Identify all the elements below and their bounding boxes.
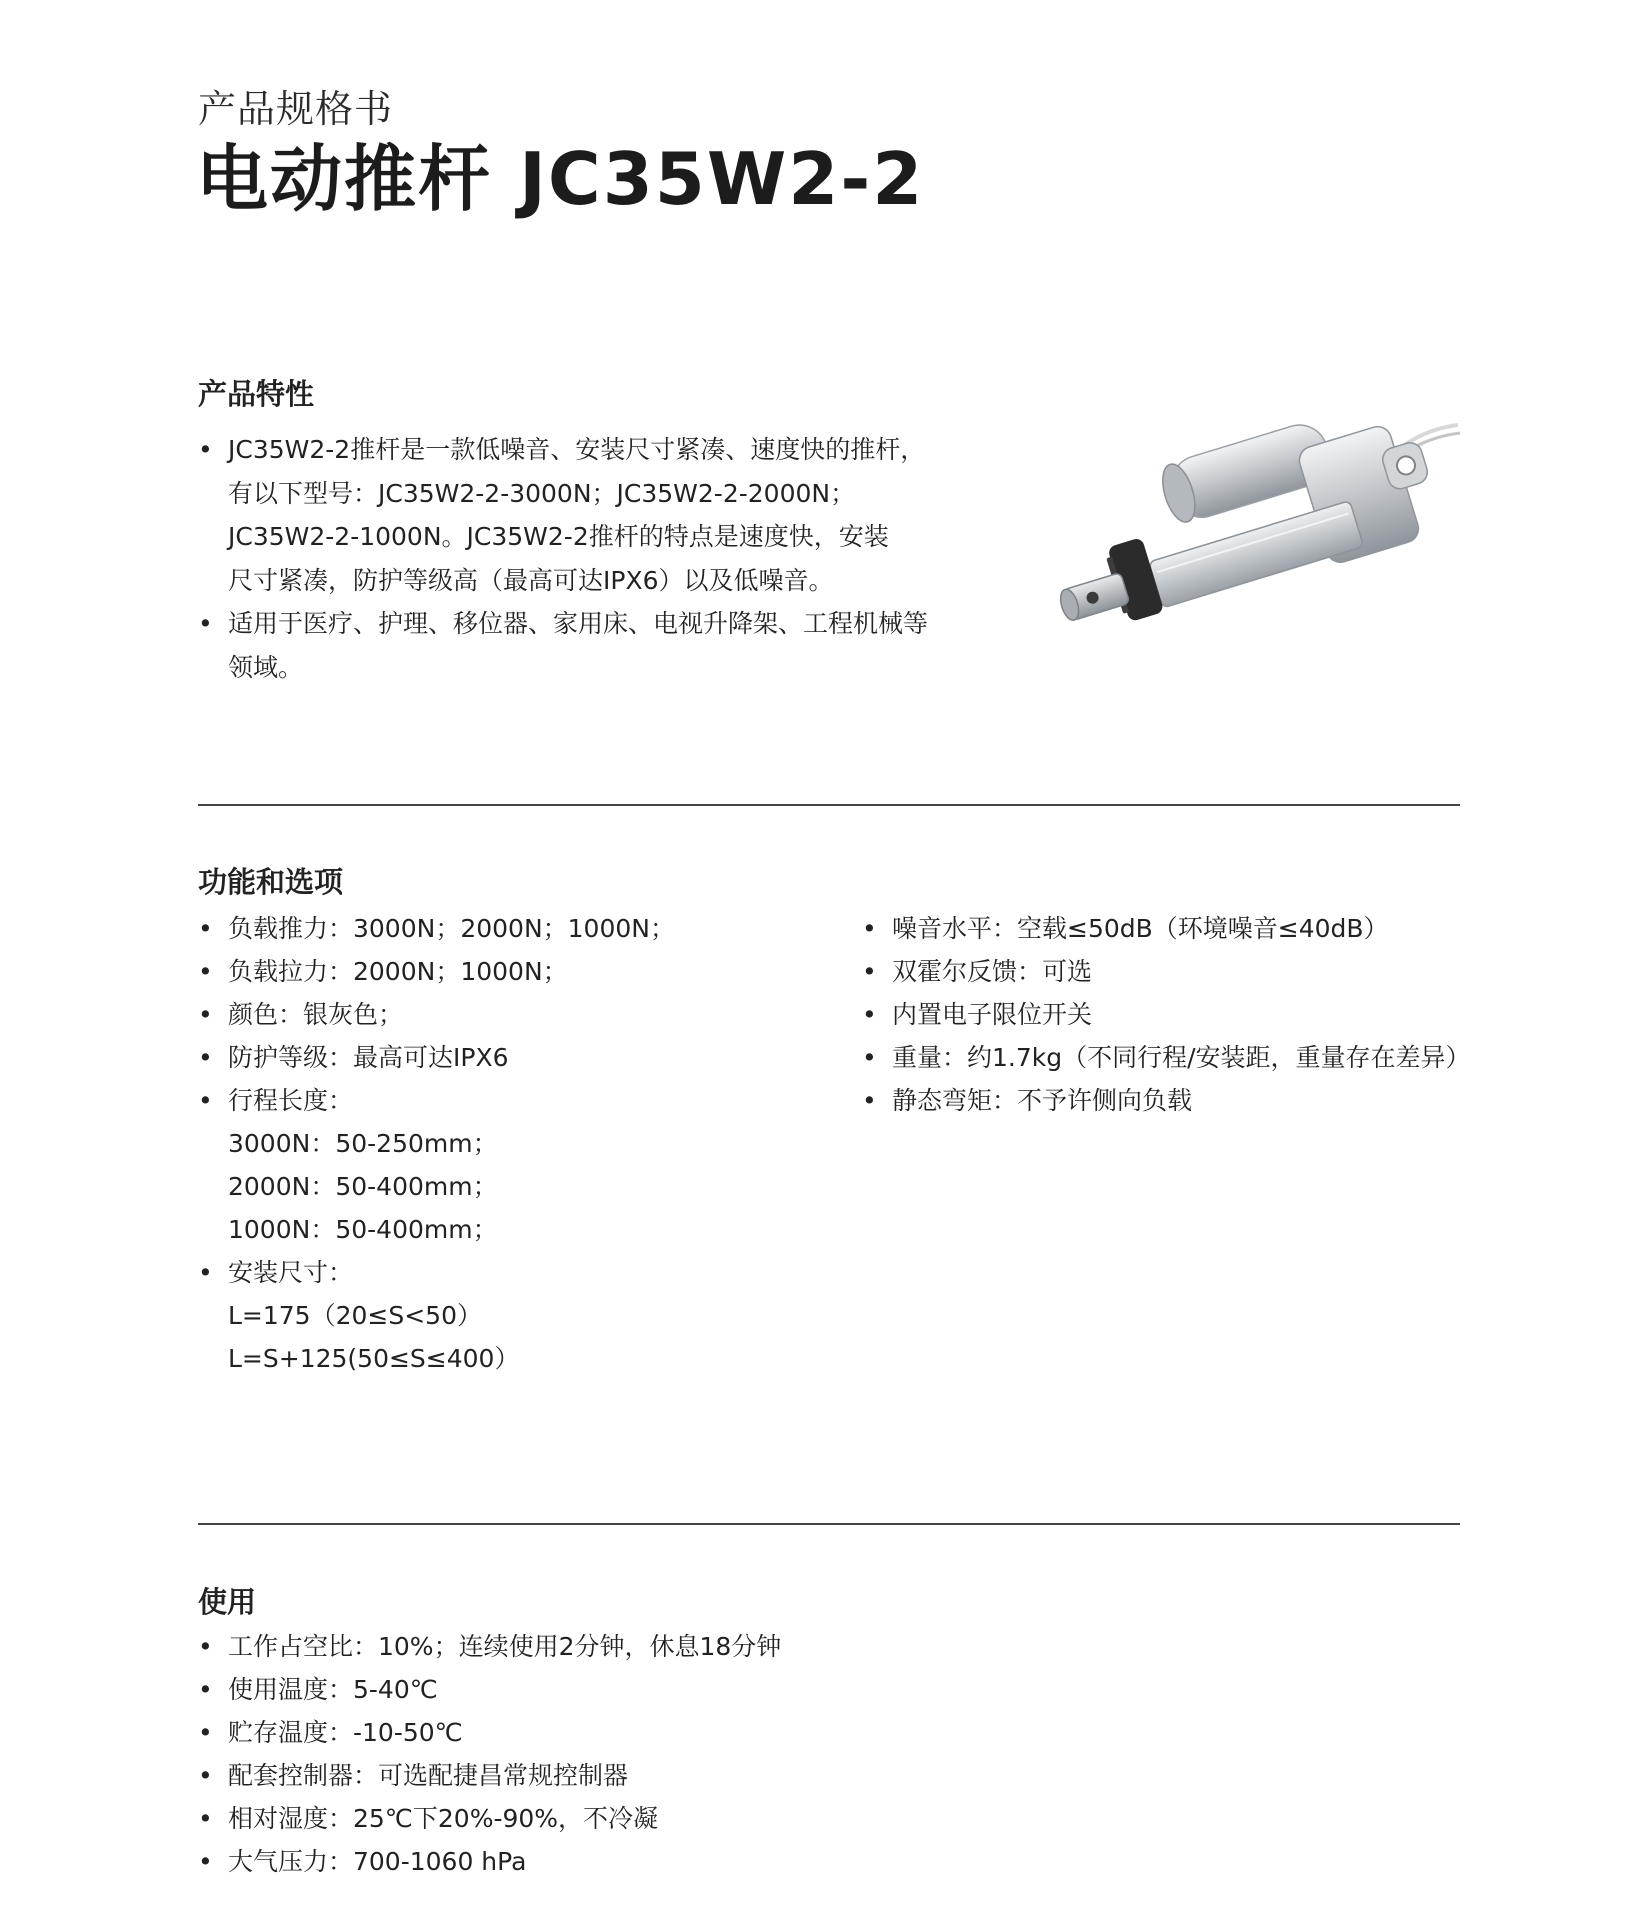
list-item-line: L=175（20≤S<50） bbox=[228, 1301, 482, 1330]
list-item bbox=[198, 907, 818, 950]
list-item bbox=[198, 1711, 1098, 1754]
list-item bbox=[198, 1840, 1098, 1883]
list-item bbox=[198, 950, 818, 993]
list-item-line: • 防护等级：最高可达IPX6 bbox=[228, 1043, 509, 1072]
list-item bbox=[862, 993, 1562, 1036]
list-item bbox=[862, 1036, 1562, 1079]
list-item bbox=[198, 1251, 818, 1380]
list-item bbox=[198, 428, 958, 602]
list-item-line: • JC35W2-2推杆是一款低噪音、安装尺寸紧凑、速度快的推杆， bbox=[228, 435, 926, 464]
list-item-line: • 负载拉力：2000N；1000N； bbox=[228, 957, 568, 986]
list-item bbox=[862, 950, 1562, 993]
list-item-line: • 负载推力：3000N；2000N；1000N； bbox=[228, 914, 675, 943]
list-item-line: JC35W2-2-1000N。JC35W2-2推杆的特点是速度快，安装 bbox=[228, 522, 889, 551]
list-item bbox=[862, 1079, 1562, 1122]
list-item-line: • 噪音水平：空载≤50dB（环境噪音≤40dB） bbox=[892, 914, 1389, 943]
list-item bbox=[198, 993, 818, 1036]
list-item bbox=[198, 1625, 1098, 1668]
linear-actuator-illustration bbox=[1058, 390, 1478, 660]
list-item-line: • 双霍尔反馈：可选 bbox=[892, 957, 1093, 986]
list-item-line: • 贮存温度：-10-50℃ bbox=[228, 1718, 463, 1747]
list-item bbox=[198, 1079, 818, 1251]
list-item-line: 2000N：50-400mm； bbox=[228, 1172, 498, 1201]
list-item-line: • 静态弯矩：不予许侧向负载 bbox=[892, 1086, 1193, 1115]
doc-kind: 产品规格书 bbox=[198, 87, 394, 131]
page-title: 电动推杆 JC35W2-2 bbox=[196, 137, 925, 221]
list-item-line: • 配套控制器：可选配捷昌常规控制器 bbox=[228, 1761, 629, 1790]
list-item bbox=[862, 907, 1562, 950]
list-item-line: • 工作占空比：10%；连续使用2分钟，休息18分钟 bbox=[228, 1632, 782, 1661]
features-list bbox=[198, 428, 958, 689]
list-item-line: • 重量：约1.7kg（不同行程/安装距，重量存在差异） bbox=[892, 1043, 1471, 1072]
list-item-line: 1000N：50-400mm； bbox=[228, 1215, 498, 1244]
list-item-line: • 适用于医疗、护理、移位器、家用床、电视升降架、工程机械等 bbox=[228, 609, 929, 638]
features-heading: 产品特性 bbox=[198, 377, 315, 411]
list-item-line: • 使用温度：5-40℃ bbox=[228, 1675, 438, 1704]
list-item bbox=[198, 1668, 1098, 1711]
options-heading: 功能和选项 bbox=[198, 865, 344, 899]
usage-heading: 使用 bbox=[198, 1585, 257, 1619]
list-item bbox=[198, 1036, 818, 1079]
list-item-line: L=S+125(50≤S≤400） bbox=[228, 1344, 520, 1373]
list-item-line: • 内置电子限位开关 bbox=[892, 1000, 1093, 1029]
list-item-line: • 颜色：银灰色； bbox=[228, 1000, 404, 1029]
list-item-line: 领域。 bbox=[228, 652, 304, 682]
list-item bbox=[198, 602, 958, 689]
list-item-line: 有以下型号：JC35W2-2-3000N；JC35W2-2-2000N； bbox=[228, 478, 856, 508]
list-item-line: • 大气压力：700-1060 hPa bbox=[228, 1847, 527, 1876]
list-item-line: 尺寸紧凑，防护等级高（最高可达IPX6）以及低噪音。 bbox=[228, 565, 834, 595]
options-list-left bbox=[198, 907, 818, 1380]
list-item bbox=[198, 1797, 1098, 1840]
divider bbox=[198, 1523, 1460, 1525]
usage-list bbox=[198, 1625, 1098, 1883]
list-item-line: • 安装尺寸： bbox=[228, 1258, 354, 1287]
options-list-right bbox=[862, 907, 1562, 1122]
list-item-line: • 相对湿度：25℃下20%-90%，不冷凝 bbox=[228, 1804, 659, 1833]
list-item bbox=[198, 1754, 1098, 1797]
divider bbox=[198, 804, 1460, 806]
list-item-line: 3000N：50-250mm； bbox=[228, 1129, 498, 1158]
list-item-line: • 行程长度： bbox=[228, 1086, 354, 1115]
